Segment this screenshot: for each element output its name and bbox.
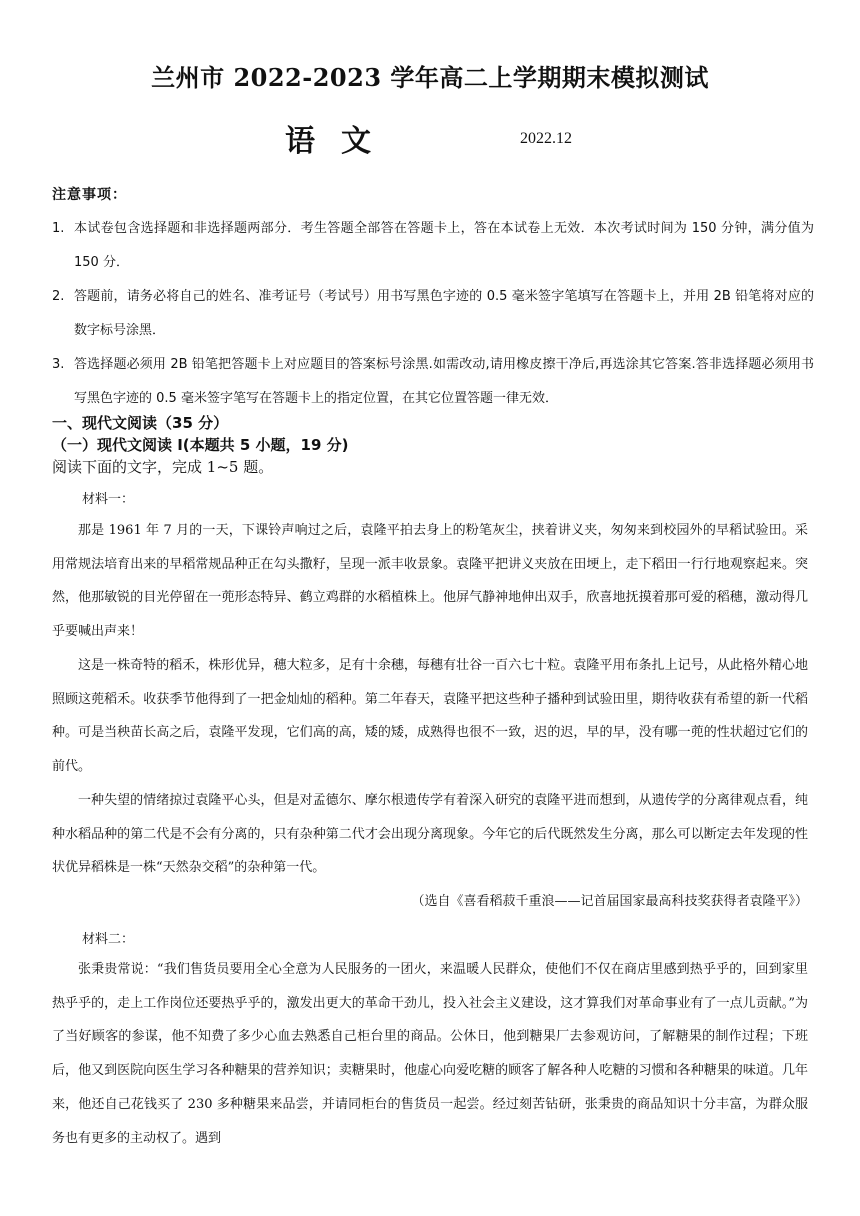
notice-text: 答题前，请务必将自己的姓名、准考证号（考试号）用书写黑色字迹的 0.5 毫米签字笔填写在答题卡上，并用 2B 铅笔将对应的数字标号涂黑． xyxy=(74,289,814,338)
subject-title: 语文 xyxy=(285,124,397,159)
notice-text: 答选择题必须用 2B 铅笔把答题卡上对应题目的答案标号涂黑.如需改动,请用橡皮擦干净后,再选涂其它答案.答非选择题必须用书写黑色字迹的 0.5 毫米签字笔写在答题卡上的指定位置，在其它位置答题一律无效． xyxy=(74,357,814,406)
notice-item xyxy=(52,348,814,416)
material-paragraph: 张秉贵常说：“我们售货员要用全心全意为人民服务的一团火，来温暖人民群众，使他们不仅在商店里感到热乎乎的，回到家里热乎乎的，走上工作岗位还要热乎乎的，激发出更大的革命干劲儿，投入社会主义建设，这才算我们对革命事业有了一点儿贡献。”为了当好顾客的参谋，他不知费了多少心血去熟悉自己柜台里的商品。公休日，他到糖果厂去参观访问，了解糖果的制作过程；下班后，他又到医院向医生学习各种糖果的营养知识；卖糖果时，他虚心向爱吃糖的顾客了解各种人吃糖的习惯和各种糖果的味道。几年来，他还自己花钱买了 230 多种糖果来品尝，并请同柜台的售货员一起尝。经过刻苦钻研，张秉贵的商品知识十分丰富，为群众服务也有更多的主动权了。遇到 xyxy=(52,962,808,1146)
section-heading: 一、现代文阅读（35 分） xyxy=(52,414,229,432)
notice-number: 3. xyxy=(52,357,65,372)
material-source: （选自《喜看稻菽千重浪——记首届国家最高科技奖获得者袁隆平》） xyxy=(411,894,808,909)
notice-number: 2. xyxy=(52,289,65,304)
material-label: 材料一： xyxy=(82,492,135,507)
reading-instruction: 阅读下面的文字，完成 1~5 题。 xyxy=(52,458,274,476)
notice-heading: 注意事项： xyxy=(52,187,127,203)
material-label: 材料二： xyxy=(82,932,135,947)
material-paragraph: 那是 1961 年 7 月的一天，下课铃声响过之后，袁隆平拍去身上的粉笔灰尘，挟着讲义夹，匆匆来到校园外的早稻试验田。采用常规法培育出来的早稻常规品种正在勾头撒籽，呈现一派丰收景象。袁隆平把讲义夹放在田埂上，走下稻田一行行地观察起来。突然，他那敏锐的目光停留在一蔸形态特异、鹤立鸡群的水稻植株上。他屏气静神地伸出双手，欣喜地抚摸着那可爱的稻穗，激动得几乎要喊出声来！ xyxy=(52,523,808,640)
material-paragraph: 一种失望的情绪掠过袁隆平心头，但是对孟德尔、摩尔根遗传学有着深入研究的袁隆平进而想到，从遗传学的分离律观点看，纯种水稻品种的第二代是不会有分离的，只有杂种第二代才会出现分离现象。今年它的后代既然发生分离，那么可以断定去年发现的性状优异稻株是一株“天然杂交稻”的杂种第一代。 xyxy=(52,793,808,876)
notice-item xyxy=(52,212,814,280)
notice-number: 1. xyxy=(52,221,65,236)
material-paragraph: 这是一株奇特的稻禾，株形优异，穗大粒多，足有十余穗，每穗有壮谷一百六七十粒。袁隆平用布条扎上记号，从此格外精心地照顾这蔸稻禾。收获季节他得到了一把金灿灿的稻种。第二年春天，袁隆平把这些种子播种到试验田里，期待收获有希望的新一代稻种。可是当秧苗长高之后，袁隆平发现，它们高的高，矮的矮，成熟得也很不一致，迟的迟，早的早，没有哪一蔸的性状超过它们的前代。 xyxy=(52,658,808,775)
notice-item xyxy=(52,280,814,348)
notice-text: 本试卷包含选择题和非选择题两部分．考生答题全部答在答题卡上，答在本试卷上无效．本次考试时间为 150 分钟，满分值为 150 分． xyxy=(74,221,814,270)
subsection-heading: （一）现代文阅读 I(本题共 5 小题，19 分) xyxy=(52,436,349,454)
exam-date: 2022.12 xyxy=(520,130,572,147)
exam-title: 兰州市 2022-2023 学年高二上学期期末模拟测试 xyxy=(151,63,709,92)
